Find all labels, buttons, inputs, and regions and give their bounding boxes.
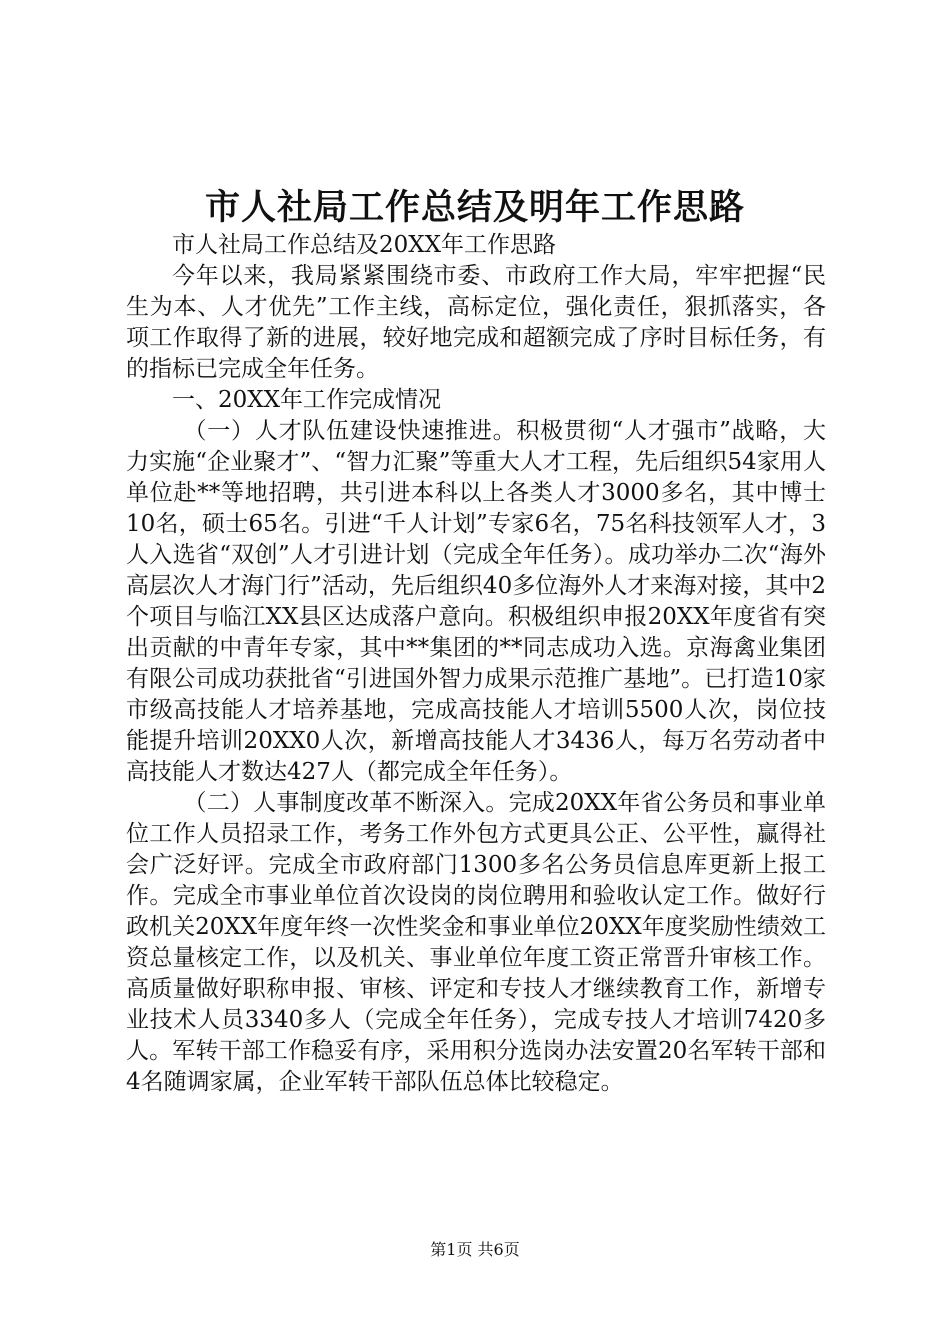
document-title: 市人社局工作总结及明年工作思路 (204, 187, 745, 228)
personnel-reform-paragraph: （二）人事制度改革不断深入。完成20XX年省公务员和事业单位工作人员招录工作，考务工作外包方式更具公正、公平性，赢得社会广泛好评。完成全市政府部门1300多名公务员信息库更新上报工作。完成全市事业单位首次设岗的岗位聘用和验收认定工作。做好行政机关20XX年度年终一次性奖金和事业单位20XX年度奖励性绩效工资总量核定工作，以及机关、事业单位年度工资正常晋升审核工作。高质量做好职称申报、审核、评定和专技人才继续教育工作，新增专业技术人员3340多人（完成全年任务），完成专技人才培训7420多人。军转干部工作稳妥有序，采用积分选岗办法安置20名军转干部和4名随调家属，企业军转干部队伍总体比较稳定。 (126, 790, 826, 1095)
intro-paragraph: 今年以来，我局紧紧围绕市委、市政府工作大局，牢牢把握“民生为本、人才优先”工作主线，高标定位，强化责任，狠抓落实，各项工作取得了新的进展，较好地完成和超额完成了序时目标任务，有的指标已完成全年任务。 (126, 263, 826, 382)
subtitle-paragraph: 市人社局工作总结及20XX年工作思路 (172, 232, 557, 258)
document-body (126, 230, 826, 1098)
page-footer: 第1页 共6页 (430, 1240, 520, 1259)
talent-paragraph: （一）人才队伍建设快速推进。积极贯彻“人才强市”战略，大力实施“企业聚才”、“智力汇聚”等重大人才工程，先后组织54家用人单位赴**等地招聘，共引进本科以上各类人才3000多名，其中博士10名，硕士65名。引进“千人计划”专家6名，75名科技领军人才，3人入选省“双创”人才引进计划（完成全年任务）。成功举办二次“海外高层次人才海门行”活动，先后组织40多位海外人才来海对接，其中2个项目与临江XX县区达成落户意向。积极组织申报20XX年度省有突出贡献的中青年专家，其中**集团的**同志成功入选。京海禽业集团有限公司成功获批省“引进国外智力成果示范推广基地”。已打造10家市级高技能人才培养基地，完成高技能人才培训5500人次，岗位技能提升培训20XX0人次，新增高技能人才3436人，每万名劳动者中高技能人才数达427人（都完成全年任务）。 (126, 418, 826, 785)
section-heading: 一、20XX年工作完成情况 (172, 387, 442, 413)
